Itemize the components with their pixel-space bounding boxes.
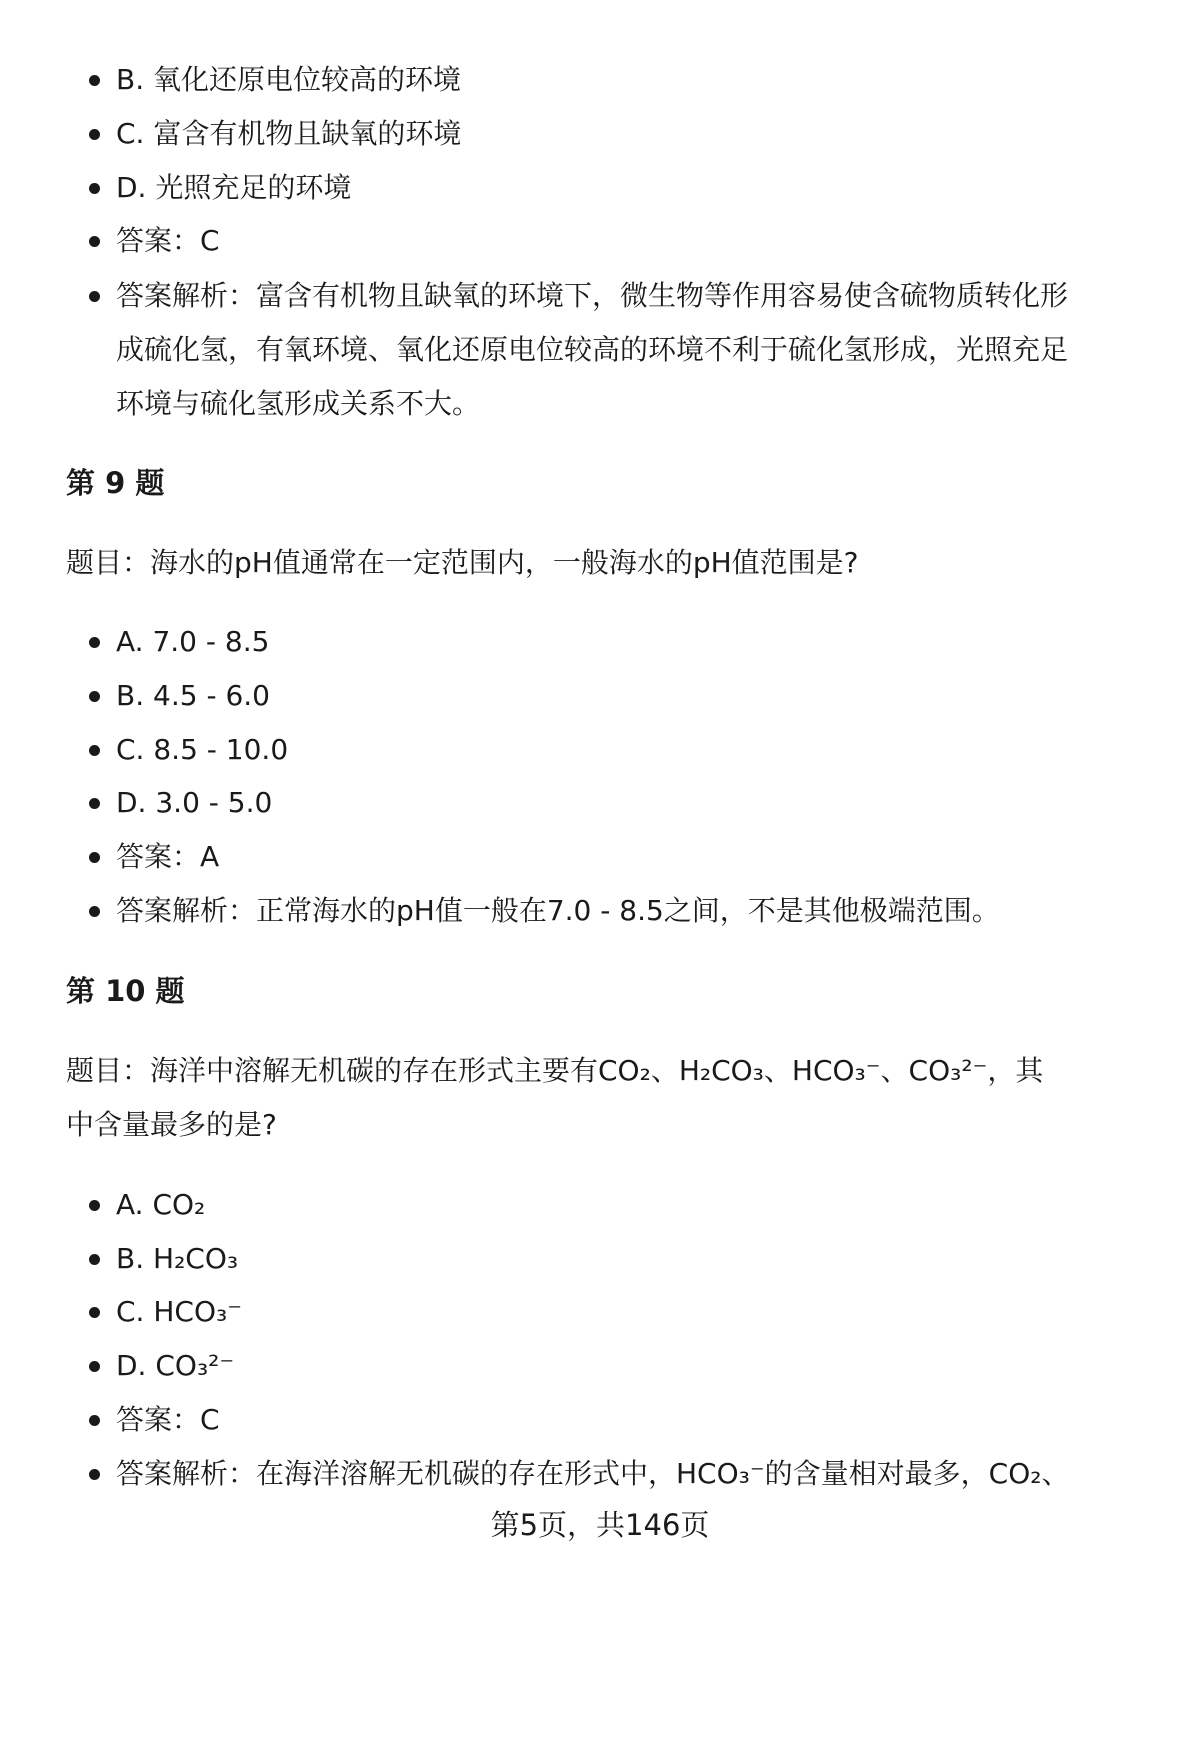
option-text: C. HCO₃⁻ bbox=[116, 1295, 242, 1328]
option-text: A. CO₂ bbox=[116, 1188, 206, 1221]
bullet bbox=[89, 1307, 100, 1318]
answer-text: 答案：C bbox=[116, 224, 220, 257]
explanation-line: 答案解析：在海洋溶解无机碳的存在形式中，HCO₃⁻的含量相对最多，CO₂、 bbox=[116, 1457, 1070, 1490]
answer-text: 答案：C bbox=[116, 1403, 220, 1436]
bullet bbox=[89, 691, 100, 702]
option-text: D. CO₃²⁻ bbox=[116, 1349, 235, 1382]
option-text: B. H₂CO₃ bbox=[116, 1242, 239, 1275]
bullet bbox=[89, 1200, 100, 1211]
answer-text: 答案：A bbox=[116, 840, 220, 873]
explanation-line: 答案解析：正常海水的pH值一般在7.0 - 8.5之间，不是其他极端范围。 bbox=[116, 894, 1000, 927]
bullet bbox=[89, 1469, 100, 1480]
question-line: 中含量最多的是? bbox=[66, 1108, 277, 1141]
bullet bbox=[89, 906, 100, 917]
bullet bbox=[89, 291, 100, 302]
bullet bbox=[89, 637, 100, 648]
page-number: 第5页，共146页 bbox=[490, 1508, 710, 1542]
option-text: C. 8.5 - 10.0 bbox=[116, 733, 289, 766]
explanation-line: 环境与硫化氢形成关系不大。 bbox=[116, 387, 481, 420]
bullet bbox=[89, 236, 100, 247]
bullet bbox=[89, 1415, 100, 1426]
bullet bbox=[89, 75, 100, 86]
bullet bbox=[89, 1361, 100, 1372]
q9-heading: 第 9 题 bbox=[66, 466, 165, 500]
option-text: A. 7.0 - 8.5 bbox=[116, 625, 270, 658]
bullet bbox=[89, 852, 100, 863]
bullet bbox=[89, 745, 100, 756]
option-text: B. 氧化还原电位较高的环境 bbox=[116, 63, 462, 96]
bullet bbox=[89, 183, 100, 194]
explanation-line: 答案解析：富含有机物且缺氧的环境下，微生物等作用容易使含硫物质转化形 bbox=[116, 279, 1069, 312]
bullet bbox=[89, 798, 100, 809]
explanation-line: 成硫化氢，有氧环境、氧化还原电位较高的环境不利于硫化氢形成，光照充足 bbox=[116, 333, 1069, 366]
option-text: C. 富含有机物且缺氧的环境 bbox=[116, 117, 462, 150]
bullet bbox=[89, 1254, 100, 1265]
q9-question: 题目：海水的pH值通常在一定范围内，一般海水的pH值范围是? bbox=[66, 546, 859, 579]
q10-heading: 第 10 题 bbox=[66, 974, 185, 1008]
option-text: D. 光照充足的环境 bbox=[116, 171, 352, 204]
bullet bbox=[89, 129, 100, 140]
question-line: 题目：海洋中溶解无机碳的存在形式主要有CO₂、H₂CO₃、HCO₃⁻、CO₃²⁻，其 bbox=[66, 1054, 1044, 1087]
option-text: B. 4.5 - 6.0 bbox=[116, 679, 270, 712]
option-text: D. 3.0 - 5.0 bbox=[116, 786, 273, 819]
